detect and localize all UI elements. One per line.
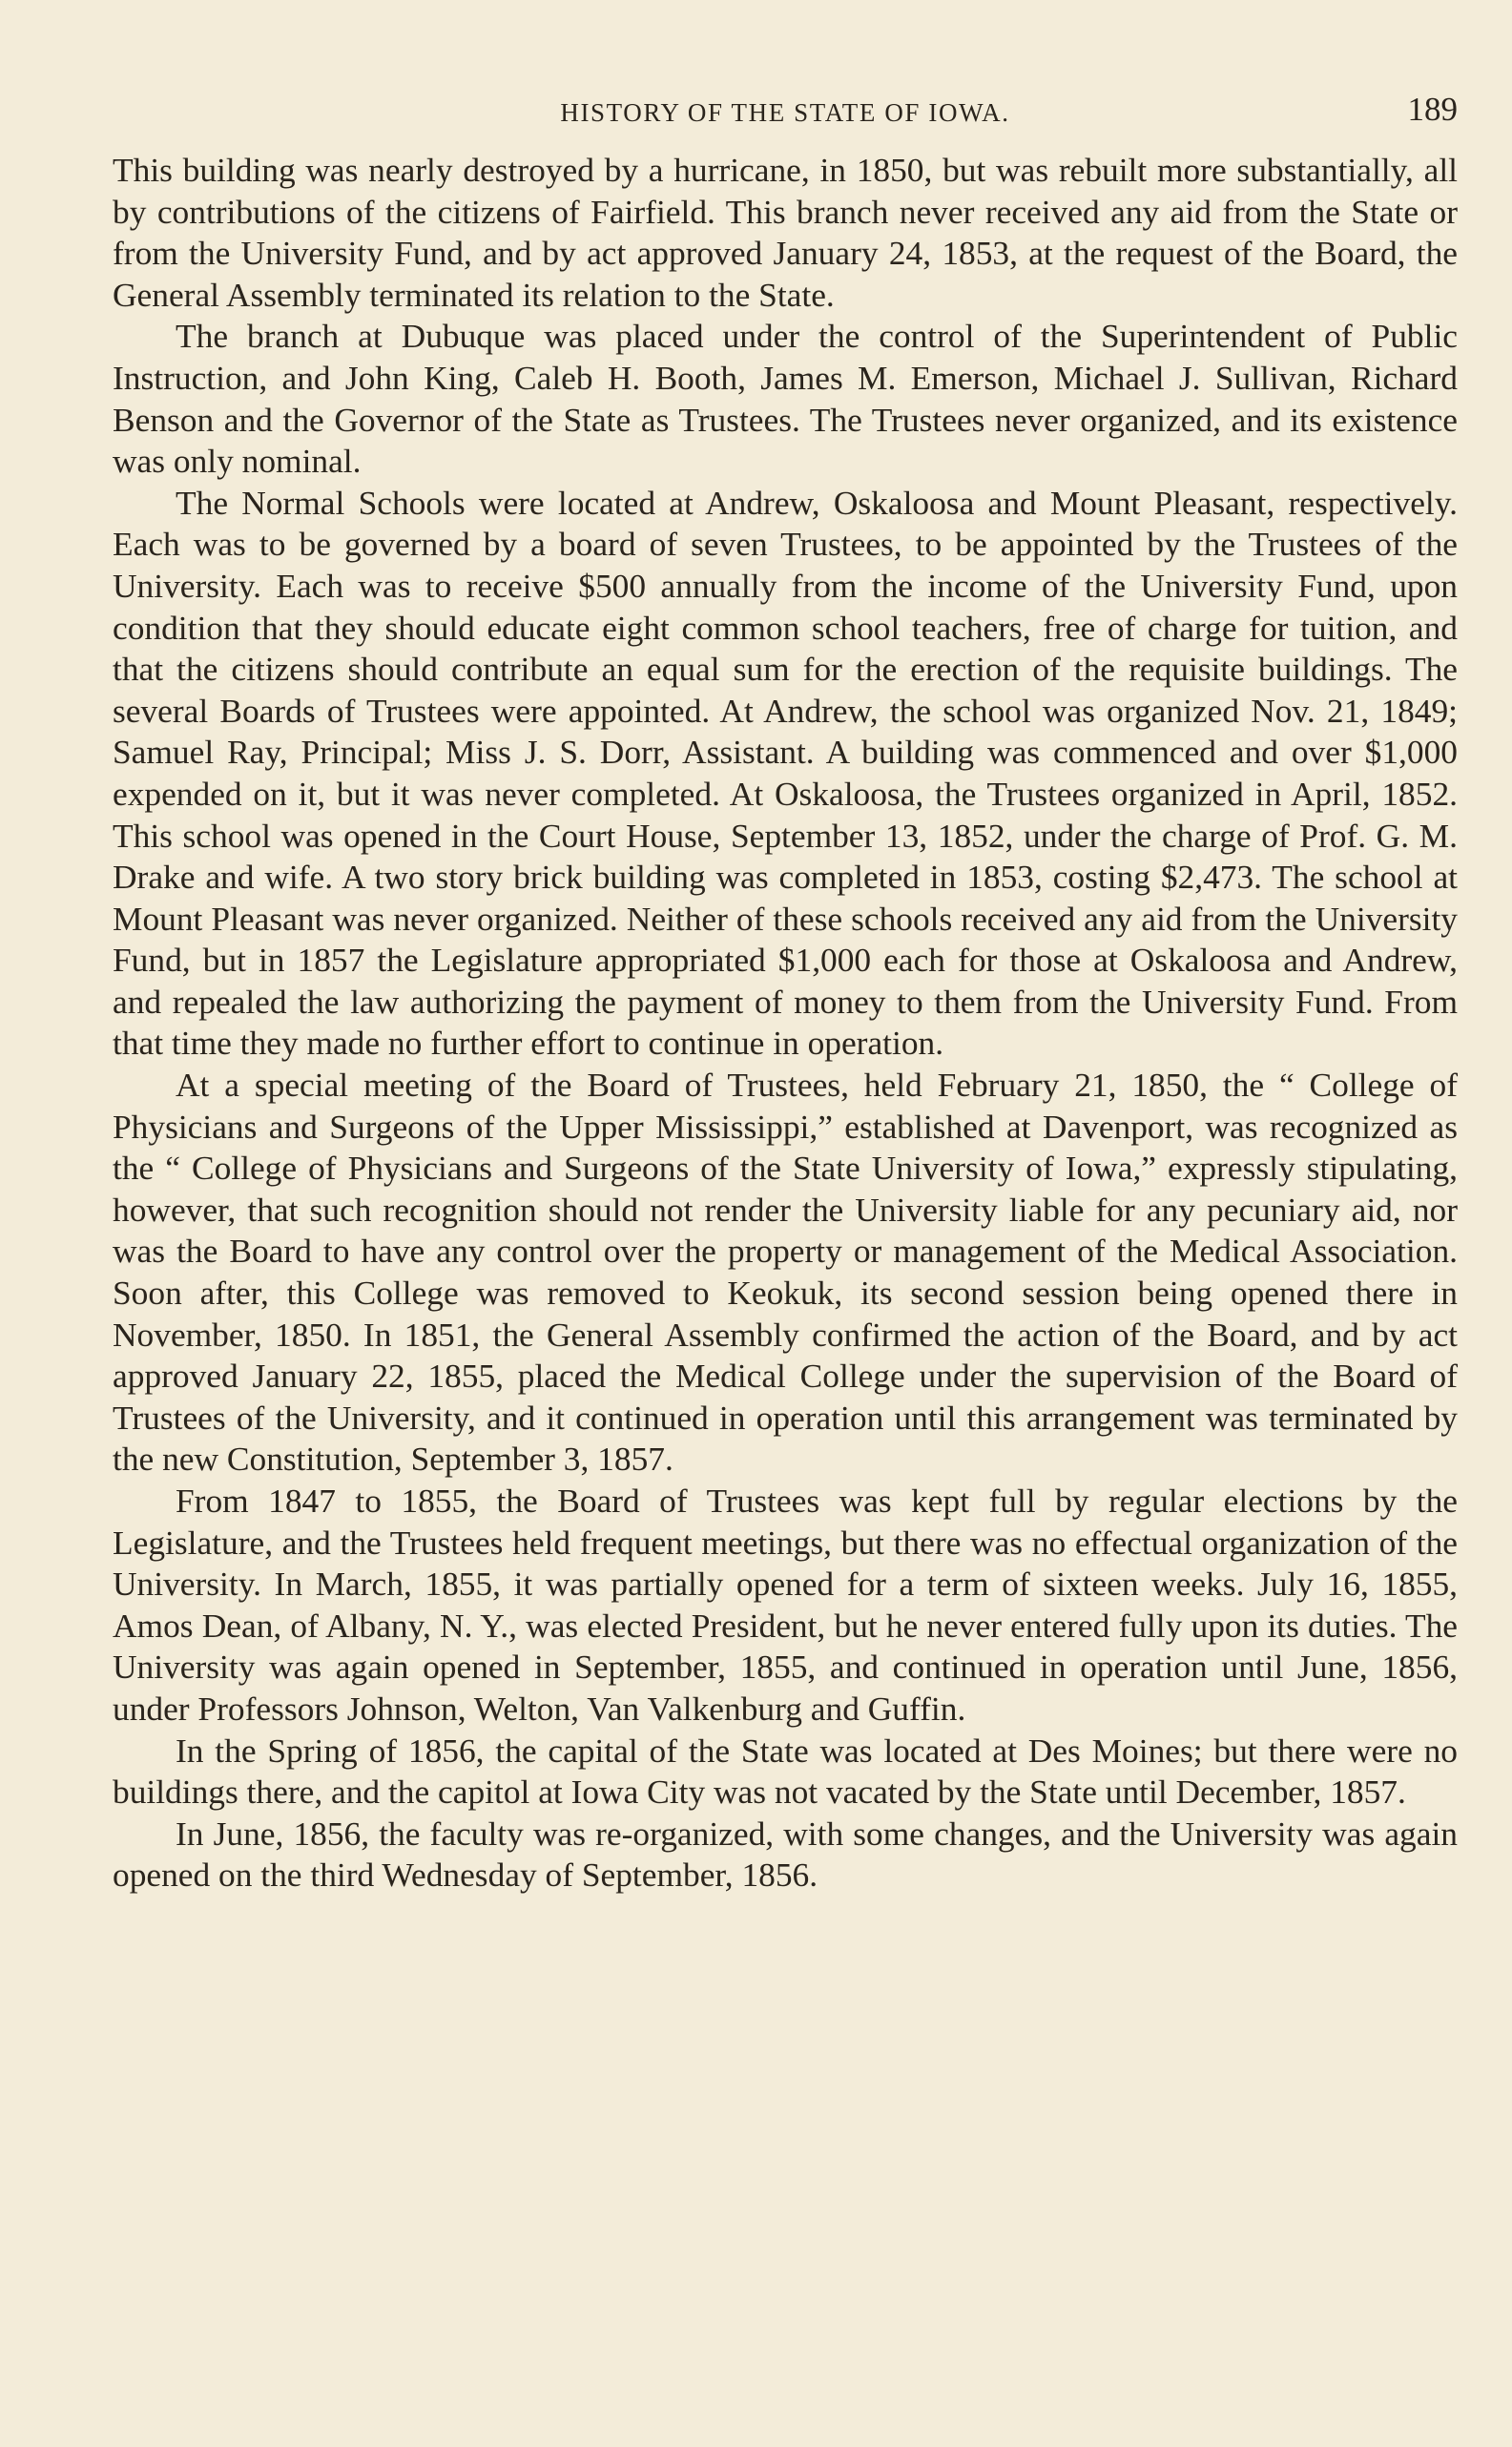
book-page — [113, 91, 1458, 1897]
paragraph-normal-schools: The Normal Schools were located at Andrew, Oskaloosa and Mount Pleasant, respectively. Each was to be governed by a board of seven Trustees, to be appointed by the Trustees of the University. Each was to receive $500 annually from the income of the University Fund, upon condition that they should educate eight common school teachers, free of charge for tuition, and that the citizens should contribute an equal sum for the erection of the requisite buildings. The several Boards of Trustees were appointed. At Andrew, the school was organized Nov. 21, 1849; Samuel Ray, Principal; Miss J. S. Dorr, Assistant. A building was commenced and over $1,000 expended on it, but it was never completed. At Oskaloosa, the Trustees organized in April, 1852. This school was opened in the Court House, September 13, 1852, under the charge of Prof. G. M. Drake and wife. A two story brick building was completed in 1853, costing $2,473. The school at Mount Pleasant was never organized. Neither of these schools received any aid from the University Fund, but in 1857 the Legislature appropriated $1,000 each for those at Oskaloosa and Andrew, and repealed the law authorizing the payment of money to them from the University Fund. From that time they made no further effort to continue in operation. — [113, 483, 1458, 1063]
paragraph-capital-relocation: In the Spring of 1856, the capital of the State was located at Des Moines; but there were no buildings there, and the capitol at Iowa City was not vacated by the State until December, 1857. — [113, 1731, 1458, 1812]
paragraph-board-of-trustees: From 1847 to 1855, the Board of Trustees was kept full by regular elections by the Legislature, and the Trustees held frequent meetings, but there was no effectual organization of the University. In March, 1855, it was partially opened for a term of sixteen weeks. July 16, 1855, Amos Dean, of Albany, N. Y., was elected President, but he never entered fully upon its duties. The University was again opened in September, 1855, and continued in operation until June, 1856, under Professors Johnson, Welton, Van Valkenburg and Guffin. — [113, 1482, 1458, 1728]
running-title: HISTORY OF THE STATE OF IOWA. — [560, 98, 1010, 127]
paragraph-dubuque-branch: The branch at Dubuque was placed under the control of the Superintendent of Public Instruction, and John King, Caleb H. Booth, James M. Emerson, Michael J. Sullivan, Richard Benson and the Governor of the State as Trustees. The Trustees never organized, and its existence was only nominal. — [113, 317, 1458, 481]
paragraph-continued: This building was nearly destroyed by a hurricane, in 1850, but was rebuilt more substantially, all by contributions of the citizens of Fairfield. This branch never received any aid from the State or from the University Fund, and by act approved January 24, 1853, at the request of the Board, the General Assembly terminated its relation to the State. — [113, 151, 1458, 314]
paragraph-medical-college: At a special meeting of the Board of Trustees, held February 21, 1850, the “ College of Physicians and Surgeons of the Upper Mississippi,” established at Davenport, was recognized as the “ College of Physicians and Surgeons of the State University of Iowa,” expressly stipulating, however, that such recognition should not render the University liable for any pecuniary aid, nor was the Board to have any control over the property or management of the Medical Association. Soon after, this College was removed to Keokuk, its second session being opened there in November, 1850. In 1851, the General Assembly confirmed the action of the Board, and by act approved January 22, 1855, placed the Medical College under the supervision of the Board of Trustees of the University, and it continued in operation until this arrangement was terminated by the new Constitution, September 3, 1857. — [113, 1066, 1458, 1479]
page-number: 189 — [1407, 91, 1458, 128]
paragraph-faculty-reorganized: In June, 1856, the faculty was re-organized, with some changes, and the University was again opened on the third Wednesday of September, 1856. — [113, 1814, 1458, 1895]
body-text — [113, 150, 1458, 1897]
running-header — [113, 91, 1458, 135]
